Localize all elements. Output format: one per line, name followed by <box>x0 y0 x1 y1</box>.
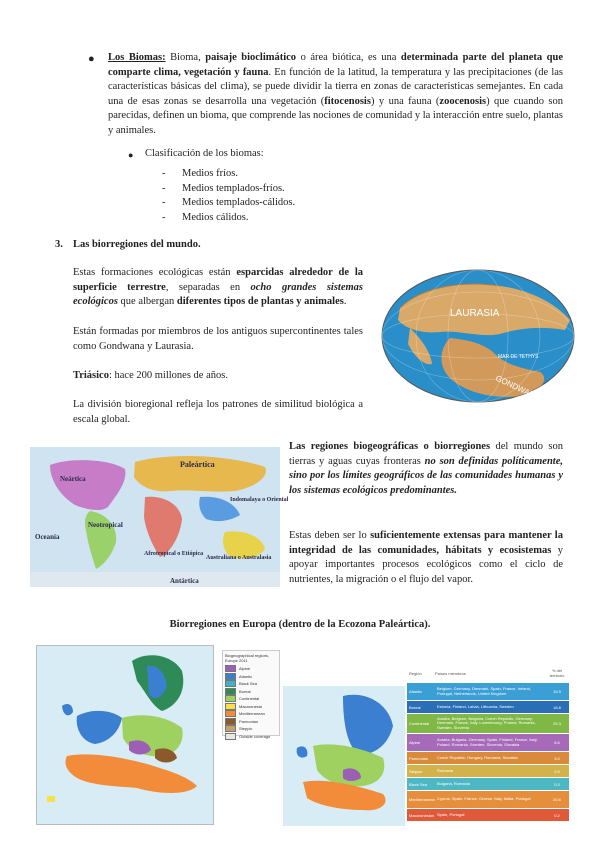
table-header: Región Países miembros % del territorio <box>407 664 569 682</box>
legend-label: Continental <box>239 696 260 702</box>
region-name: Atlantic <box>409 689 423 694</box>
region-percentage: 15.9 <box>553 689 561 694</box>
antartica-label: Antártica <box>170 577 199 585</box>
biomas-bullet: ● <box>88 53 95 65</box>
legend-item <box>225 725 277 733</box>
legend-label: Pannonian <box>239 718 259 724</box>
legend-item <box>225 718 277 726</box>
section3-paragraph-4: La división bioregional refleja los patrones de similitud biológica a escala global. <box>73 399 363 425</box>
region-name: Boreal <box>409 704 421 710</box>
europe-legend <box>222 650 280 739</box>
legend-swatch <box>225 710 236 717</box>
table-row <box>407 764 569 777</box>
region-percentage: 0.9 <box>554 768 560 774</box>
region-percentage: 8.6 <box>554 740 560 745</box>
legend-label: Macaronesia <box>239 703 262 709</box>
legend-item <box>225 688 277 696</box>
legend-label: Outside coverage <box>239 733 271 739</box>
table-row <box>407 751 569 764</box>
section-number: 3. <box>55 239 63 250</box>
legend-swatch <box>225 695 236 702</box>
region-name: Continental <box>409 721 430 726</box>
section3-paragraph-3: Triásico: hace 200 millones de años. <box>73 370 228 381</box>
region-countries: Bulgaria, Romania <box>437 780 470 786</box>
region-name: Mediterranean <box>409 797 435 802</box>
paleartica-label: Paleártica <box>180 460 215 469</box>
biomas-paragraph: Los Biomas: Bioma, paisaje bioclimático o área biótica, es una determinada parte del planeta que comparte clima, vegetación y fauna. En función de la latitud, la temperatura y las precipitaciones (de las características básicas del clima), se puede dividir la tierra en zonas de características semejantes. En cada una de esas zonas se desarrolla una vegetación (fitocenosis) y una fauna (zoocenosis) que cuando son parecidas, definen un bioma, que comprende las nociones de comunidad y la interacción entre suelo, plantas y animales. <box>108 52 564 136</box>
region-countries: Spain, Portugal <box>437 811 465 817</box>
legend-item <box>225 680 277 688</box>
region-countries: Czech Republic, Hungary, Romania, Slovakia <box>437 754 518 760</box>
legend-swatch <box>225 688 236 695</box>
biomas-title: Los Biomas: <box>108 52 166 63</box>
oceania-label: Oceanía <box>35 533 60 541</box>
bioregions-table <box>407 664 569 821</box>
table-row <box>407 790 569 808</box>
laurasia-label: LAURASIA <box>450 308 500 319</box>
legend-item <box>225 703 277 711</box>
section-title: Las biorregiones del mundo. <box>73 239 201 250</box>
section3-paragraph-6: Estas deben ser lo suficientemente extensas para mantener la integridad de las comunidades, hábitats y ecosistemas y apoyar importantes procesos ecológicos como el ciclo de nutrientes, la migración o el flujo del vapor. <box>289 530 564 585</box>
world-bioregions-map <box>30 447 289 587</box>
clasificacion-bullet: ● <box>128 150 134 160</box>
legend-item <box>225 695 277 703</box>
section3-paragraph-2: Están formadas por miembros de los antiguos supercontinentes tales como Gondwana y Laurasia. <box>73 326 363 352</box>
legend-item <box>225 673 277 681</box>
list-item: - Medios fríos. <box>162 168 238 179</box>
region-name: Alpine <box>409 740 421 745</box>
region-percentage: 20.6 <box>553 797 561 802</box>
table-row <box>407 682 569 700</box>
legend-item <box>225 665 277 673</box>
legend-title: Biogeographical regions, Europe 2011 <box>225 653 270 663</box>
australiana-label: Australiana o Australasia <box>206 555 272 561</box>
indomalaya-label: Indomalaya o Oriental <box>230 497 289 503</box>
region-countries: Austria, Bulgaria, Germany, Spain, Finland, France, Italy, Poland, Romania, Sweden, Slovenia, Slovakia <box>437 737 538 747</box>
list-item: - Medios templados-fríos. <box>162 182 285 194</box>
list-item: - Medios templados-cálidos. <box>162 197 296 209</box>
section3-paragraph-5: Las regiones biogeográficas o biorregiones del mundo son tierras y aguas cuyas fronteras no son definidas políticamente, sino por los límites geográficos de las comunidades humanas y los sistemas ecológicos predominantes. <box>289 441 563 496</box>
table-row <box>407 713 569 733</box>
legend-swatch <box>225 725 236 732</box>
legend-label: Atlantic <box>239 673 253 679</box>
legend-label: Black Sea <box>239 681 258 687</box>
region-name: Black Sea <box>409 781 428 787</box>
region-name: Macaronesian <box>409 812 435 818</box>
gondwana-label: GONDWANA <box>494 373 542 402</box>
legend-swatch <box>225 703 236 710</box>
europe-caption: Biorregiones en Europa (dentro de la Ecozona Paleártica). <box>169 619 431 630</box>
legend-label: Steppic <box>239 726 253 732</box>
legend-item <box>225 710 277 718</box>
region-countries: Cyprus, Spain, France, Greece, Italy, Malta, Portugal <box>437 796 531 802</box>
europe-small-map <box>283 686 405 826</box>
list-item: - Medios cálidos. <box>162 211 249 223</box>
section3-paragraph-1: Estas formaciones ecológicas están esparcidas alrededor de la superficie terrestre, separadas en ocho grandes sistemas ecológicos que albergan diferentes tipos de plantas y animales. <box>73 267 363 308</box>
region-countries: Romania <box>437 767 454 773</box>
legend-label: Boreal <box>239 688 251 694</box>
legend-label: Mediterranean <box>239 711 265 717</box>
table-row <box>407 700 569 713</box>
region-percentage: 18.8 <box>553 704 561 710</box>
legend-item <box>225 733 277 741</box>
neartica-label: Neártica <box>60 475 86 483</box>
table-row <box>407 777 569 790</box>
clasificacion-title: Clasificación de los biomas: <box>145 148 264 159</box>
legend-swatch <box>225 665 236 672</box>
region-countries: Estonia, Finland, Latvia, Lithuania, Sweden <box>437 703 514 709</box>
tethys-label: MAR DE TETHYS <box>498 354 539 360</box>
table-row <box>407 733 569 751</box>
neotropical-label: Neotropical <box>88 521 123 529</box>
afrotropical-label: Afrotropical o Etiópica <box>144 551 204 557</box>
legend-swatch <box>225 680 236 687</box>
legend-swatch <box>225 673 236 680</box>
region-countries: Belgium, Germany, Denmark, Spain, France, Ireland, Portugal, Netherlands, United Kingdom <box>437 686 531 696</box>
region-percentage: 3.0 <box>554 755 560 761</box>
legend-label: Alpine <box>239 666 251 672</box>
region-countries: Austria, Belgium, Bulgaria, Czech Republic, Germany, Denmark, France, Italy, Luxembourg, Poland, Romania, Sweden, Slovenia <box>437 715 536 730</box>
legend-swatch <box>225 718 236 725</box>
europe-bioregions-map <box>36 645 214 825</box>
region-percentage: 29.3 <box>553 721 561 726</box>
biomas-list <box>162 167 295 225</box>
region-name: Pannonian <box>409 755 429 761</box>
legend-swatch <box>225 733 236 740</box>
pangea-map <box>380 268 576 404</box>
region-percentage: 0.2 <box>554 812 560 818</box>
region-name: Steppic <box>409 768 423 774</box>
region-percentage: 0.3 <box>554 781 560 787</box>
table-row <box>407 808 569 821</box>
